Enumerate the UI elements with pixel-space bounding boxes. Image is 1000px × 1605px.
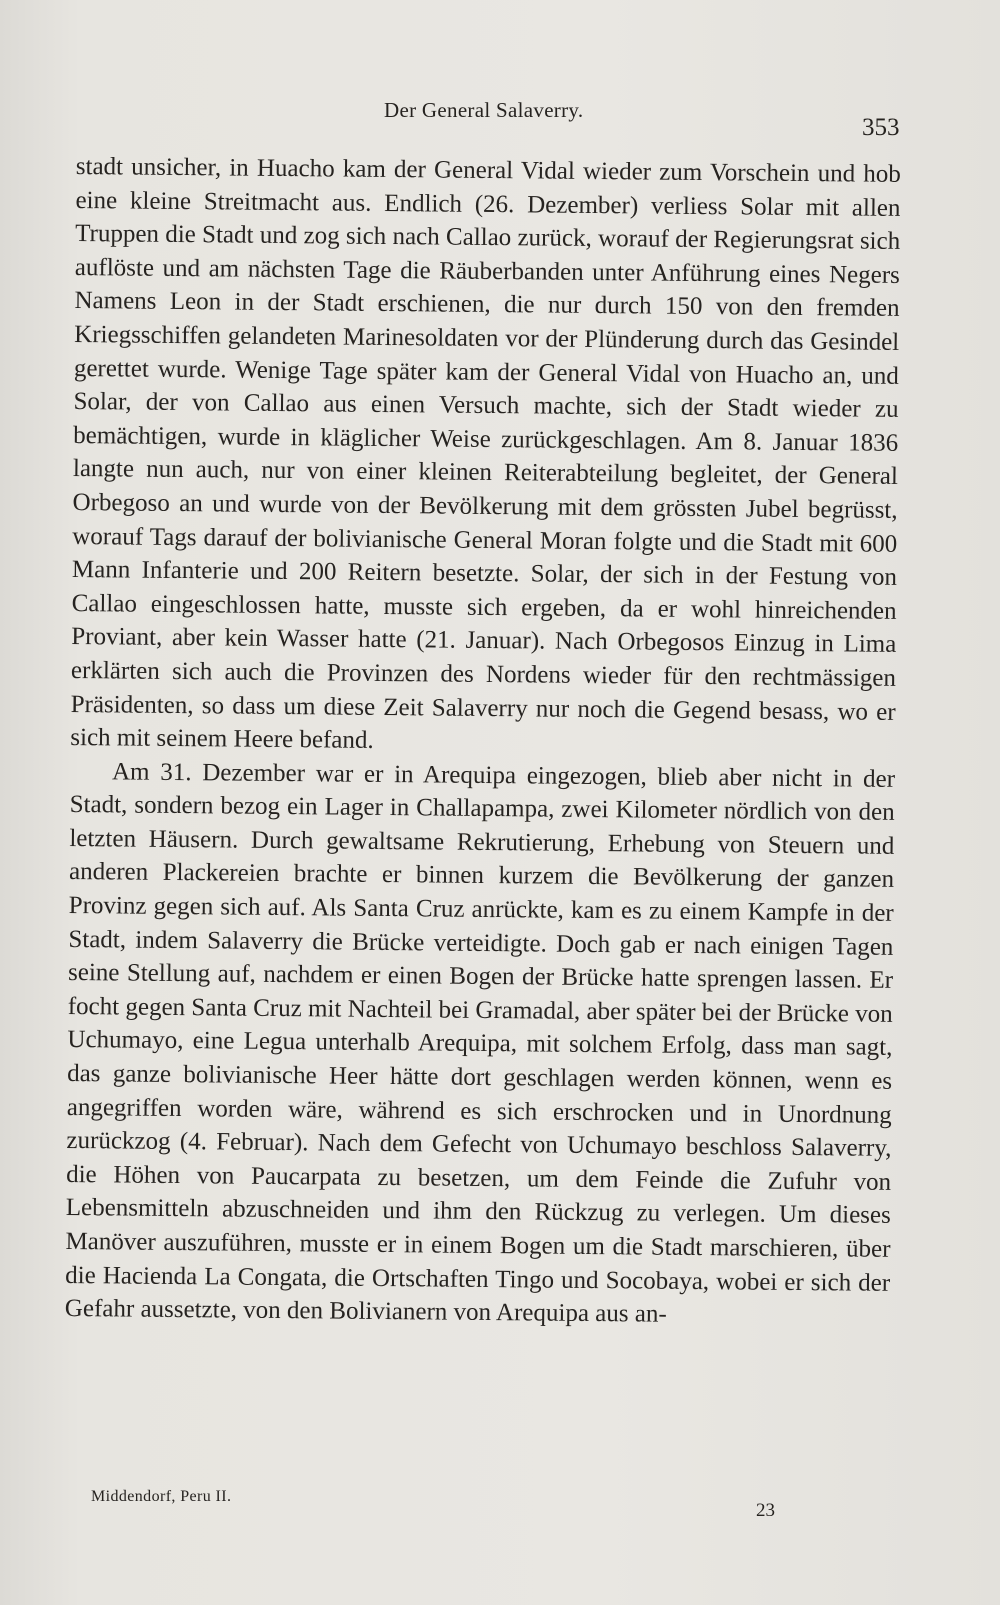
paragraph-1: stadt unsicher, in Huacho kam der General Vidal wieder zum Vorschein und hob eine kleine Streitmacht aus. Endlich (26. Dezember) verliess Solar mit allen Truppen die Stadt und zog sich nach Callao zurück, worauf der Regierungsrat sich auflöste und am nächsten Tage die Räuberbanden unter Anführung eines Negers Namens Leon in der Stadt erschienen, die nur durch 150 von den fremden Kriegsschiffen gelandeten Marinesoldaten vor der Plünderung durch das Gesindel gerettet wurde. Wenige Tage später kam der General Vidal von Huacho an, und Solar, der von Callao aus einen Versuch machte, sich der Stadt wieder zu bemächtigen, wurde in kläglicher Weise zurückgeschlagen. Am 8. Januar 1836 langte nun auch, nur von einer kleinen Reiterabteilung begleitet, der General Orbegoso an und wurde von der Bevölkerung mit dem grössten Jubel begrüsst, worauf Tags darauf der bolivianische General Moran folgte und die Stadt mit 600 Mann Infanterie und 200 Reitern besetzte. Solar, der sich in der Festung von Callao eingeschlossen hatte, musste sich ergeben, da er wohl hinreichenden Proviant, aber kein Wasser hatte (21. Januar). Nach Orbegosos Einzug in Lima erklärten sich auch die Provinzen des Nordens wieder für den rechtmässigen Präsidenten, so dass um diese Zeit Salaverry nur noch die Gegend besass, wo er sich mit seinem Heere befand. — [70, 152, 901, 754]
paragraph-2: Am 31. Dezember war er in Arequipa eingezogen, blieb aber nicht in der Stadt, sondern bezog ein Lager in Challapampa, zwei Kilometer nördlich von den letzten Häusern. Durch gewaltsame Rekrutierung, Erhebung von Steuern und anderen Plackereien brachte er binnen kurzem die Bevölkerung der ganzen Provinz gegen sich auf. Als Santa Cruz anrückte, kam es zu einem Kampfe in der Stadt, indem Salaverry die Brücke verteidigte. Doch gab er nach einigen Tagen seine Stellung auf, nachdem er einen Bogen der Brücke hatte sprengen lassen. Er focht gegen Santa Cruz mit Nachteil bei Gramadal, aber später bei der Brücke von Uchumayo, eine Legua unterhalb Arequipa, mit solchem Erfolg, dass man sagt, das ganze bolivianische Heer hätte dort geschlagen werden können, wenn es angegriffen worden wäre, während es sich erschrocken und in Unordnung zurückzog (4. Februar). Nach dem Gefecht von Uchumayo beschloss Salaverry, die Höhen von Paucarpata zu besetzen, um dem Feinde die Zufuhr von Lebensmitteln abzuschneiden und ihm den Rückzug zu verlegen. Um dieses Manöver auszuführen, musste er in einem Bogen um die Stadt marschieren, über die Hacienda La Congata, die Ortschaften Tingo und Socobaya, wobei er sich der Gefahr aussetzte, von den Bolivianern von Arequipa aus an- — [64, 758, 896, 1328]
body-text — [65, 150, 901, 1334]
page-number: 353 — [862, 114, 900, 141]
footer-signature: Middendorf, Peru II. — [91, 1488, 232, 1505]
sheet-number: 23 — [756, 1500, 775, 1521]
running-title: Der General Salaverry. — [384, 98, 584, 122]
